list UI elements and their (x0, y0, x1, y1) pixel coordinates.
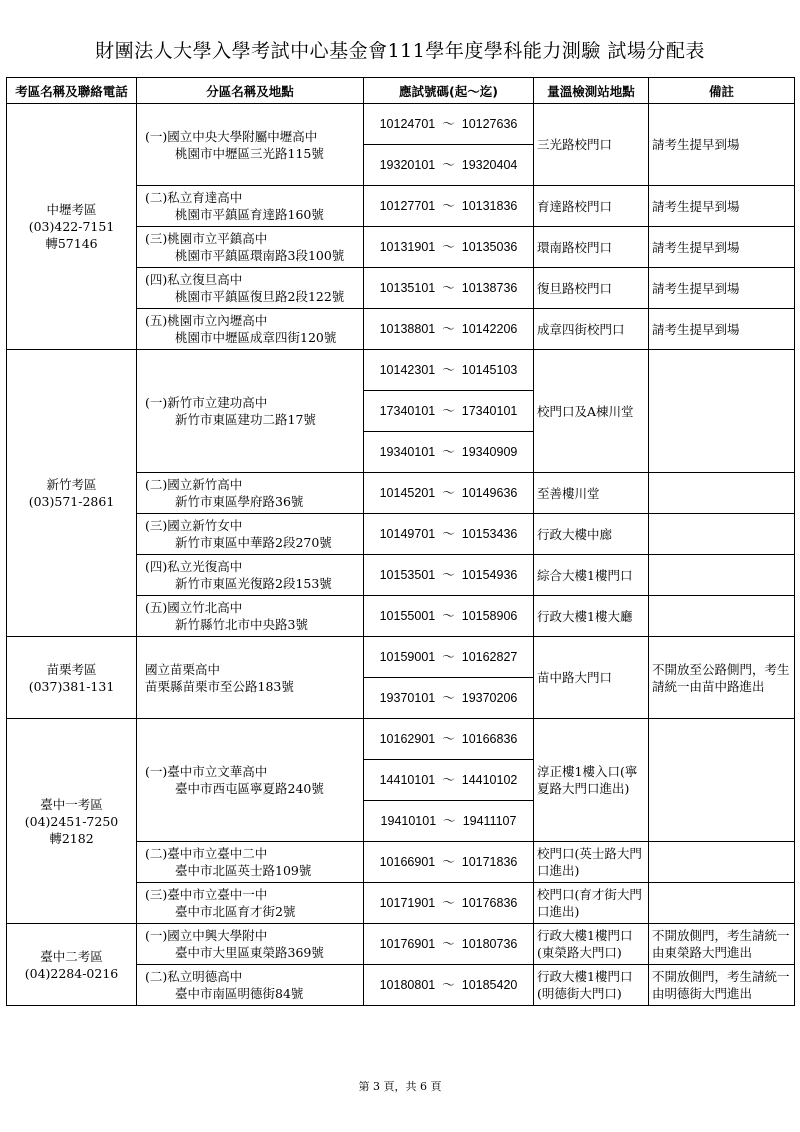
note-cell: 不開放側門，考生請統一由明德街大門進出 (649, 965, 795, 1006)
number-range: 19370101 ～ 19370206 (364, 678, 534, 719)
region-cell-miaoli (7, 637, 137, 719)
site-address: 新竹縣竹北市中央路3號 (175, 617, 308, 632)
site-name: (三)桃園市立平鎮高中 (145, 231, 268, 246)
station-cell: 綜合大樓1樓門口 (534, 555, 649, 596)
note-cell: 請考生提早到場 (649, 227, 795, 268)
region-phone: (03)571-2861 (28, 494, 115, 509)
region-phone: (037)381-131 (28, 678, 115, 694)
station-cell: 環南路校門口 (534, 227, 649, 268)
site-name: (三)國立新竹女中 (145, 518, 243, 533)
site-address: 桃園市中壢區成章四街120號 (175, 330, 337, 345)
header-note: 備註 (649, 78, 795, 104)
station-cell: 淳正樓1樓入口(寧夏路大門口進出) (534, 719, 649, 842)
number-range: 10171901 ～ 10176836 (364, 883, 534, 924)
site-address: 新竹市東區光復路2段153號 (175, 576, 332, 591)
station-cell: 苗中路大門口 (534, 637, 649, 719)
site-address: 臺中市北區英士路109號 (175, 863, 312, 878)
number-range: 10159001 ～ 10162827 (364, 637, 534, 678)
number-range: 19320101 ～ 19320404 (364, 145, 534, 186)
note-cell: 不開放側門，考生請統一由東榮路大門進出 (649, 924, 795, 965)
region-cell-taichung1 (7, 719, 137, 924)
table-row (7, 104, 795, 145)
number-range: 10127701 ～ 10131836 (364, 186, 534, 227)
station-cell: 三光路校門口 (534, 104, 649, 186)
site-name: 國立苗栗高中 (145, 661, 221, 677)
region-name: 臺中二考區 (40, 948, 103, 964)
site-name: (一)新竹市立建功高中 (145, 395, 268, 410)
header-station: 量溫檢測站地點 (534, 78, 649, 104)
site-cell (137, 637, 364, 719)
site-name: (五)國立竹北高中 (145, 600, 243, 615)
number-range: 10166901 ～ 10171836 (364, 842, 534, 883)
station-cell: 行政大樓中廊 (534, 514, 649, 555)
number-range: 10131901 ～ 10135036 (364, 227, 534, 268)
site-cell (137, 842, 364, 883)
note-cell (649, 473, 795, 514)
page-title: 財團法人大學入學考試中心基金會111學年度學科能力測驗 試場分配表 (95, 40, 705, 62)
number-range: 10135101 ～ 10138736 (364, 268, 534, 309)
region-name: 臺中一考區 (40, 796, 103, 812)
note-cell: 請考生提早到場 (649, 186, 795, 227)
site-address: 桃園市平鎮區復旦路2段122號 (175, 289, 345, 304)
site-name: (五)桃園市立內壢高中 (145, 313, 268, 328)
note-cell (649, 555, 795, 596)
site-name: (一)國立中央大學附屬中壢高中 (145, 128, 318, 144)
site-address: 苗栗縣苗栗市至公路183號 (145, 678, 294, 694)
note-cell: 請考生提早到場 (649, 268, 795, 309)
site-cell (137, 555, 364, 596)
region-name: 新竹考區 (46, 477, 97, 492)
site-name: (三)臺中市立臺中一中 (145, 887, 268, 902)
number-range: 19340101 ～ 19340909 (364, 432, 534, 473)
header-number: 應試號碼(起～迄) (364, 78, 534, 104)
site-cell (137, 227, 364, 268)
number-range: 10180801 ～ 10185420 (364, 965, 534, 1006)
number-range: 10162901 ～ 10166836 (364, 719, 534, 760)
station-cell: 行政大樓1樓大廳 (534, 596, 649, 637)
site-cell (137, 309, 364, 350)
site-name: (四)私立光復高中 (145, 559, 243, 574)
region-name: 苗栗考區 (46, 661, 97, 677)
site-address: 桃園市平鎮區環南路3段100號 (175, 248, 345, 263)
page-footer: 第 3 頁，共 6 頁 (358, 1080, 442, 1093)
region-cell-hsinchu (7, 350, 137, 637)
number-range: 10124701 ～ 10127636 (364, 104, 534, 145)
site-cell (137, 473, 364, 514)
note-cell (649, 514, 795, 555)
number-range: 10145201 ～ 10149636 (364, 473, 534, 514)
number-range: 10142301 ～ 10145103 (364, 350, 534, 391)
site-name: (二)臺中市立臺中二中 (145, 846, 268, 861)
site-address: 新竹市東區建功二路17號 (175, 412, 316, 427)
site-address: 臺中市北區育才街2號 (175, 904, 296, 919)
site-cell (137, 104, 364, 186)
number-range: 14410101 ～ 14410102 (364, 760, 534, 801)
site-cell (137, 883, 364, 924)
note-cell (649, 596, 795, 637)
station-cell: 至善樓川堂 (534, 473, 649, 514)
number-range: 10176901 ～ 10180736 (364, 924, 534, 965)
note-cell: 請考生提早到場 (649, 309, 795, 350)
site-name: (二)私立明德高中 (145, 969, 243, 984)
site-address: 新竹市東區學府路36號 (175, 494, 304, 509)
station-cell: 校門口(育才街大門口進出) (534, 883, 649, 924)
site-address: 臺中市南區明德街84號 (175, 986, 304, 1001)
number-range: 10149701 ～ 10153436 (364, 514, 534, 555)
number-range: 10138801 ～ 10142206 (364, 309, 534, 350)
table-row (7, 719, 795, 760)
site-cell (137, 596, 364, 637)
station-cell: 行政大樓1樓門口(東榮路大門口) (534, 924, 649, 965)
site-cell (137, 268, 364, 309)
number-range: 17340101 ～ 17340101 (364, 391, 534, 432)
station-cell: 校門口及A棟川堂 (534, 350, 649, 473)
region-phone: (03)422-7151 (28, 219, 115, 234)
region-ext: 轉2182 (49, 830, 94, 846)
site-name: (一)國立中興大學附中 (145, 928, 268, 943)
station-cell: 育達路校門口 (534, 186, 649, 227)
table-header-row (7, 78, 795, 104)
station-cell: 校門口(英士路大門口進出) (534, 842, 649, 883)
site-cell (137, 350, 364, 473)
site-address: 桃園市平鎮區育達路160號 (175, 207, 324, 222)
site-address: 新竹市東區中華路2段270號 (175, 535, 332, 550)
site-address: 臺中市西屯區寧夏路240號 (175, 781, 324, 796)
note-cell: 請考生提早到場 (649, 104, 795, 186)
site-cell (137, 514, 364, 555)
site-name: (一)臺中市立文華高中 (145, 764, 268, 779)
table-row (7, 637, 795, 678)
station-cell: 成章四街校門口 (534, 309, 649, 350)
region-phone: (04)2284-0216 (24, 965, 119, 981)
site-cell (137, 965, 364, 1006)
region-ext: 轉57146 (45, 236, 98, 251)
region-cell-taichung2 (7, 924, 137, 1006)
exam-site-table (6, 77, 795, 1006)
note-cell (649, 842, 795, 883)
note-cell (649, 350, 795, 473)
number-range: 10155001 ～ 10158906 (364, 596, 534, 637)
site-address: 臺中市大里區東榮路369號 (175, 945, 324, 960)
site-cell (137, 924, 364, 965)
site-cell (137, 719, 364, 842)
number-range: 19410101 ～ 19411107 (364, 801, 534, 842)
note-cell (649, 719, 795, 842)
site-name: (四)私立復旦高中 (145, 272, 243, 287)
header-region: 考區名稱及聯絡電話 (7, 78, 137, 104)
station-cell: 復旦路校門口 (534, 268, 649, 309)
note-cell (649, 883, 795, 924)
region-phone: (04)2451-7250 (24, 813, 119, 829)
site-name: (二)國立新竹高中 (145, 477, 243, 492)
header-site: 分區名稱及地點 (137, 78, 364, 104)
site-address: 桃園市中壢區三光路115號 (175, 145, 324, 161)
table-row (7, 350, 795, 391)
site-name: (二)私立育達高中 (145, 190, 243, 205)
station-cell: 行政大樓1樓門口(明德街大門口) (534, 965, 649, 1006)
note-cell: 不開放至公路側門，考生請統一由苗中路進出 (649, 637, 795, 719)
region-cell-zhongli (7, 104, 137, 350)
table-row (7, 924, 795, 965)
region-name: 中壢考區 (46, 202, 97, 217)
site-cell (137, 186, 364, 227)
number-range: 10153501 ～ 10154936 (364, 555, 534, 596)
